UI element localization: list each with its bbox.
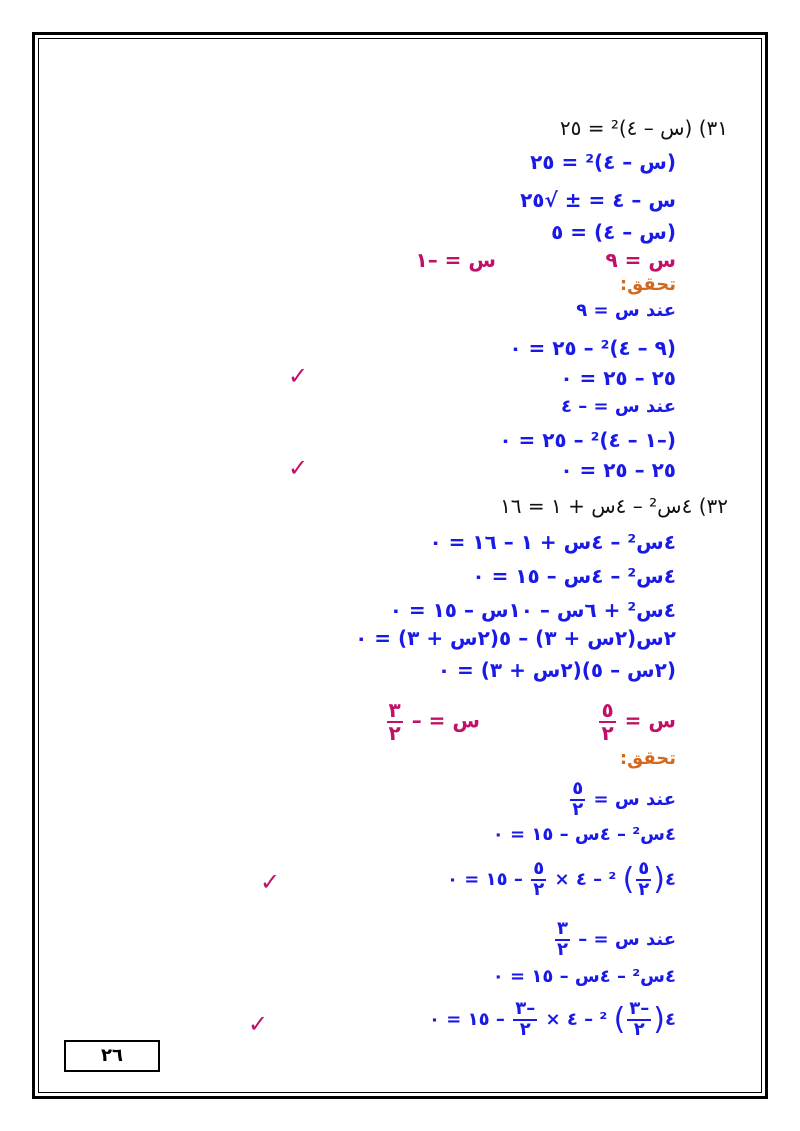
p31-solution-b: س = –١ [415,248,496,272]
p32-check-b-2-paren: ) [613,1001,626,1037]
p32-solution-b-lhs: س = – [411,708,480,733]
p32-at-value-a-fraction [570,780,585,820]
p32-check-a-2-frac1 [636,860,651,900]
p32-check-a-1: ٤س² – ٤س – ١٥ = ٠ [492,824,676,845]
p32-solution-b-den: ٢ [388,721,401,745]
check-mark-icon: ✓ [260,868,281,896]
p32-check-a-2-frac2-num: ٥ [533,858,545,879]
p31-check-a-2: ٢٥ – ٢٥ = ٠ [560,366,676,390]
p32-at-a-den: ٢ [572,798,584,820]
check-mark-icon: ✓ [248,1010,269,1038]
p32-check-a-2-frac1-num: ٥ [638,858,650,879]
page-number: ٢٦ [64,1040,160,1072]
p32-check-b-2 [429,1000,676,1040]
p32-at-b-den: ٢ [556,938,568,960]
p31-at-value-a: عند س = ٩ [576,300,676,321]
p32-at-a-num: ٥ [572,778,584,799]
p32-at-value-b [553,920,676,960]
p32-check-b-2-frac2-num: –٣ [515,998,536,1019]
p32-step-2: ٤س² – ٤س – ١٥ = ٠ [472,564,676,588]
p32-at-value-a-lhs: عند س = [593,788,676,810]
p32-solution-b [385,700,480,744]
p32-check-b-2-coef: ٤ [665,1008,676,1030]
p32-check-b-2-frac1-num: –٣ [629,998,650,1019]
p32-check-a-2-paren: ) [622,861,635,897]
p31-step-3: (س – ٤) = ٥ [551,220,676,244]
p32-solution-a-den: ٢ [601,721,614,745]
p32-check-a-2 [447,860,676,900]
p31-at-value-b: عند س = – ٤ [560,396,676,417]
p32-check-a-2-frac2 [531,860,546,900]
p32-step-4: ٢س(٢س + ٣) – ٥(٢س + ٣) = ٠ [355,626,676,650]
p31-step-2: س – ٤ = ± √٢٥ [520,188,676,212]
p32-step-1: ٤س² – ٤س + ١ – ١٦ = ٠ [429,530,676,554]
p32-at-b-num: ٣ [556,918,568,939]
p32-at-value-a [568,780,676,820]
p32-check-b-2-post: – ١٥ = ٠ [429,1008,505,1030]
p32-solution-a-num: ٥ [601,698,614,722]
p31-check-b-2: ٢٥ – ٢٥ = ٠ [560,458,676,482]
p32-check-a-2-frac1-den: ٢ [638,878,650,900]
problem-32-statement: ٣٢) ٤س² – ٤س + ١ = ١٦ [500,494,728,518]
p32-check-b-2-paren: ( [653,1001,665,1037]
p32-check-a-2-mid: ² – ٤ × [554,868,617,890]
p32-check-b-2-frac2-den: ٢ [519,1018,531,1040]
p32-verify-heading: تحقق: [619,748,676,769]
p32-step-3: ٤س² + ٦س – ١٠س – ١٥ = ٠ [389,598,676,622]
p32-solution-b-fraction [387,700,403,744]
p32-check-a-2-frac2-den: ٢ [533,878,545,900]
check-mark-icon: ✓ [288,454,309,482]
p32-at-value-b-fraction [555,920,570,960]
p32-solution-a-fraction [599,700,615,744]
p32-solution-a-lhs: س = [624,708,676,733]
check-mark-icon: ✓ [288,362,309,390]
p32-step-5: (٢س – ٥)(٢س + ٣) = ٠ [437,658,676,682]
p32-check-a-2-coef: ٤ [665,868,676,890]
p32-solution-b-num: ٣ [388,698,401,722]
p32-check-b-2-mid: ² – ٤ × [545,1008,608,1030]
p31-verify-heading: تحقق: [619,274,676,295]
p32-check-b-2-frac2 [513,1000,537,1040]
p32-check-a-2-paren: ( [653,861,665,897]
p32-at-value-b-lhs: عند س = – [578,928,676,950]
p31-solution-a: س = ٩ [605,248,676,272]
p32-check-a-2-post: – ١٥ = ٠ [447,868,523,890]
p32-check-b-2-frac1 [627,1000,651,1040]
p31-check-b-1: (–١ – ٤)² – ٢٥ = ٠ [499,428,676,452]
problem-31-statement: ٣١) (س – ٤)² = ٢٥ [559,116,728,140]
p32-solution-a [597,700,676,744]
p32-check-b-1: ٤س² – ٤س – ١٥ = ٠ [492,966,676,987]
p32-check-b-2-frac1-den: ٢ [633,1018,645,1040]
p31-step-1: (س – ٤)² = ٢٥ [530,150,676,174]
p31-check-a-1: (٩ – ٤)² – ٢٥ = ٠ [509,336,676,360]
